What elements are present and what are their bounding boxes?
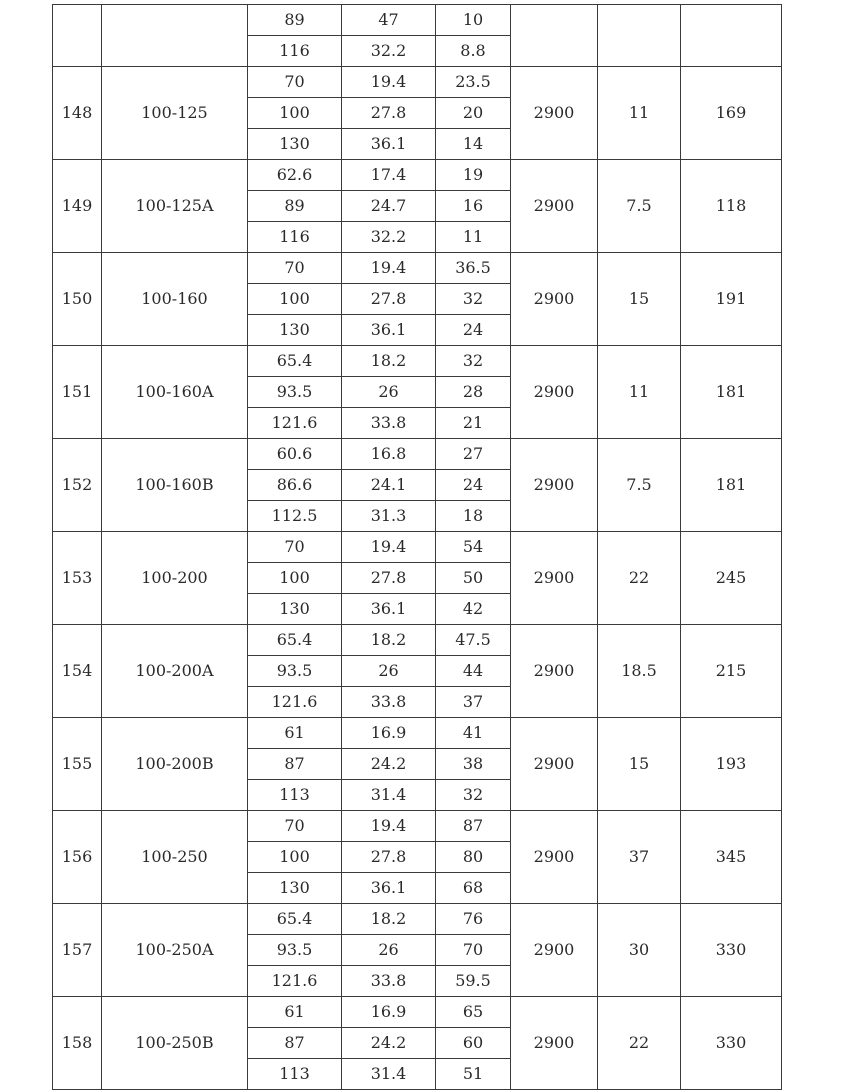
- flow-ls-cell: 31.4: [342, 1059, 436, 1090]
- head-cell: 59.5: [436, 966, 511, 997]
- speed-cell: 2900: [511, 67, 598, 160]
- no-cell: [53, 5, 102, 67]
- no-cell: 158: [53, 997, 102, 1090]
- flow-m3h-cell: 70: [248, 253, 342, 284]
- flow-m3h-cell: 113: [248, 1059, 342, 1090]
- head-cell: 8.8: [436, 36, 511, 67]
- speed-cell: 2900: [511, 346, 598, 439]
- power-cell: 7.5: [598, 160, 681, 253]
- table-row: [53, 346, 782, 377]
- table-row: [53, 718, 782, 749]
- flow-m3h-cell: 61: [248, 718, 342, 749]
- head-cell: 11: [436, 222, 511, 253]
- no-cell: 152: [53, 439, 102, 532]
- weight-cell: 215: [681, 625, 782, 718]
- flow-m3h-cell: 89: [248, 5, 342, 36]
- head-cell: 27: [436, 439, 511, 470]
- flow-ls-cell: 18.2: [342, 346, 436, 377]
- table-row: [53, 997, 782, 1028]
- model-cell: 100-250A: [102, 904, 248, 997]
- flow-m3h-cell: 65.4: [248, 346, 342, 377]
- pump-spec-table: [52, 4, 782, 1090]
- no-cell: 157: [53, 904, 102, 997]
- flow-m3h-cell: 87: [248, 1028, 342, 1059]
- flow-m3h-cell: 87: [248, 749, 342, 780]
- no-cell: 148: [53, 67, 102, 160]
- flow-ls-cell: 33.8: [342, 408, 436, 439]
- flow-ls-cell: 27.8: [342, 98, 436, 129]
- power-cell: 30: [598, 904, 681, 997]
- flow-ls-cell: 47: [342, 5, 436, 36]
- flow-ls-cell: 36.1: [342, 315, 436, 346]
- table-row: [53, 439, 782, 470]
- flow-m3h-cell: 100: [248, 98, 342, 129]
- power-cell: 11: [598, 67, 681, 160]
- head-cell: 65: [436, 997, 511, 1028]
- model-cell: 100-160A: [102, 346, 248, 439]
- speed-cell: [511, 5, 598, 67]
- flow-m3h-cell: 130: [248, 315, 342, 346]
- flow-m3h-cell: 113: [248, 780, 342, 811]
- flow-m3h-cell: 93.5: [248, 656, 342, 687]
- table-row: [53, 253, 782, 284]
- flow-m3h-cell: 121.6: [248, 408, 342, 439]
- no-cell: 155: [53, 718, 102, 811]
- flow-m3h-cell: 70: [248, 67, 342, 98]
- flow-ls-cell: 19.4: [342, 532, 436, 563]
- weight-cell: 245: [681, 532, 782, 625]
- speed-cell: 2900: [511, 904, 598, 997]
- power-cell: 37: [598, 811, 681, 904]
- weight-cell: 193: [681, 718, 782, 811]
- head-cell: 19: [436, 160, 511, 191]
- flow-ls-cell: 36.1: [342, 129, 436, 160]
- flow-ls-cell: 18.2: [342, 625, 436, 656]
- flow-ls-cell: 16.8: [342, 439, 436, 470]
- flow-m3h-cell: 93.5: [248, 377, 342, 408]
- head-cell: 87: [436, 811, 511, 842]
- flow-ls-cell: 31.4: [342, 780, 436, 811]
- speed-cell: 2900: [511, 997, 598, 1090]
- flow-m3h-cell: 100: [248, 842, 342, 873]
- flow-m3h-cell: 121.6: [248, 687, 342, 718]
- speed-cell: 2900: [511, 532, 598, 625]
- speed-cell: 2900: [511, 160, 598, 253]
- speed-cell: 2900: [511, 811, 598, 904]
- flow-ls-cell: 31.3: [342, 501, 436, 532]
- head-cell: 32: [436, 780, 511, 811]
- table-row: [53, 904, 782, 935]
- flow-ls-cell: 27.8: [342, 842, 436, 873]
- speed-cell: 2900: [511, 625, 598, 718]
- speed-cell: 2900: [511, 439, 598, 532]
- flow-ls-cell: 17.4: [342, 160, 436, 191]
- flow-m3h-cell: 70: [248, 532, 342, 563]
- table-row: [53, 811, 782, 842]
- power-cell: 22: [598, 532, 681, 625]
- speed-cell: 2900: [511, 718, 598, 811]
- model-cell: 100-125: [102, 67, 248, 160]
- table-row: [53, 160, 782, 191]
- flow-ls-cell: 19.4: [342, 67, 436, 98]
- flow-m3h-cell: 70: [248, 811, 342, 842]
- model-cell: 100-250B: [102, 997, 248, 1090]
- head-cell: 42: [436, 594, 511, 625]
- model-cell: 100-200: [102, 532, 248, 625]
- weight-cell: 330: [681, 997, 782, 1090]
- power-cell: [598, 5, 681, 67]
- power-cell: 15: [598, 253, 681, 346]
- flow-m3h-cell: 62.6: [248, 160, 342, 191]
- flow-m3h-cell: 100: [248, 284, 342, 315]
- model-cell: 100-250: [102, 811, 248, 904]
- flow-m3h-cell: 65.4: [248, 625, 342, 656]
- head-cell: 44: [436, 656, 511, 687]
- weight-cell: 118: [681, 160, 782, 253]
- table-row: [53, 67, 782, 98]
- head-cell: 68: [436, 873, 511, 904]
- flow-m3h-cell: 130: [248, 873, 342, 904]
- head-cell: 24: [436, 470, 511, 501]
- no-cell: 149: [53, 160, 102, 253]
- model-cell: [102, 5, 248, 67]
- head-cell: 38: [436, 749, 511, 780]
- power-cell: 11: [598, 346, 681, 439]
- head-cell: 70: [436, 935, 511, 966]
- flow-ls-cell: 36.1: [342, 873, 436, 904]
- no-cell: 154: [53, 625, 102, 718]
- table-row: [53, 532, 782, 563]
- flow-m3h-cell: 60.6: [248, 439, 342, 470]
- flow-m3h-cell: 116: [248, 36, 342, 67]
- flow-m3h-cell: 93.5: [248, 935, 342, 966]
- head-cell: 16: [436, 191, 511, 222]
- flow-m3h-cell: 130: [248, 594, 342, 625]
- head-cell: 32: [436, 346, 511, 377]
- flow-m3h-cell: 65.4: [248, 904, 342, 935]
- flow-ls-cell: 24.2: [342, 749, 436, 780]
- flow-m3h-cell: 61: [248, 997, 342, 1028]
- flow-ls-cell: 16.9: [342, 718, 436, 749]
- head-cell: 51: [436, 1059, 511, 1090]
- head-cell: 20: [436, 98, 511, 129]
- flow-m3h-cell: 121.6: [248, 966, 342, 997]
- flow-ls-cell: 19.4: [342, 811, 436, 842]
- table-row: [53, 625, 782, 656]
- head-cell: 28: [436, 377, 511, 408]
- head-cell: 41: [436, 718, 511, 749]
- flow-ls-cell: 27.8: [342, 284, 436, 315]
- power-cell: 22: [598, 997, 681, 1090]
- flow-ls-cell: 24.1: [342, 470, 436, 501]
- head-cell: 24: [436, 315, 511, 346]
- flow-ls-cell: 32.2: [342, 36, 436, 67]
- power-cell: 15: [598, 718, 681, 811]
- flow-m3h-cell: 130: [248, 129, 342, 160]
- flow-ls-cell: 26: [342, 377, 436, 408]
- no-cell: 151: [53, 346, 102, 439]
- weight-cell: 181: [681, 346, 782, 439]
- weight-cell: 181: [681, 439, 782, 532]
- power-cell: 7.5: [598, 439, 681, 532]
- flow-m3h-cell: 116: [248, 222, 342, 253]
- flow-ls-cell: 19.4: [342, 253, 436, 284]
- model-cell: 100-125A: [102, 160, 248, 253]
- flow-m3h-cell: 112.5: [248, 501, 342, 532]
- weight-cell: [681, 5, 782, 67]
- head-cell: 54: [436, 532, 511, 563]
- speed-cell: 2900: [511, 253, 598, 346]
- no-cell: 150: [53, 253, 102, 346]
- model-cell: 100-200A: [102, 625, 248, 718]
- flow-m3h-cell: 100: [248, 563, 342, 594]
- head-cell: 10: [436, 5, 511, 36]
- flow-ls-cell: 24.2: [342, 1028, 436, 1059]
- flow-ls-cell: 16.9: [342, 997, 436, 1028]
- model-cell: 100-160B: [102, 439, 248, 532]
- flow-ls-cell: 26: [342, 656, 436, 687]
- flow-ls-cell: 33.8: [342, 687, 436, 718]
- head-cell: 47.5: [436, 625, 511, 656]
- flow-ls-cell: 26: [342, 935, 436, 966]
- flow-ls-cell: 32.2: [342, 222, 436, 253]
- flow-ls-cell: 33.8: [342, 966, 436, 997]
- weight-cell: 191: [681, 253, 782, 346]
- weight-cell: 330: [681, 904, 782, 997]
- head-cell: 21: [436, 408, 511, 439]
- head-cell: 14: [436, 129, 511, 160]
- head-cell: 76: [436, 904, 511, 935]
- table-row: [53, 5, 782, 36]
- model-cell: 100-200B: [102, 718, 248, 811]
- head-cell: 23.5: [436, 67, 511, 98]
- flow-m3h-cell: 89: [248, 191, 342, 222]
- pump-table-body: [53, 5, 782, 1090]
- no-cell: 156: [53, 811, 102, 904]
- head-cell: 37: [436, 687, 511, 718]
- weight-cell: 169: [681, 67, 782, 160]
- head-cell: 32: [436, 284, 511, 315]
- flow-ls-cell: 18.2: [342, 904, 436, 935]
- flow-ls-cell: 27.8: [342, 563, 436, 594]
- flow-ls-cell: 36.1: [342, 594, 436, 625]
- flow-ls-cell: 24.7: [342, 191, 436, 222]
- head-cell: 60: [436, 1028, 511, 1059]
- flow-m3h-cell: 86.6: [248, 470, 342, 501]
- head-cell: 50: [436, 563, 511, 594]
- no-cell: 153: [53, 532, 102, 625]
- head-cell: 36.5: [436, 253, 511, 284]
- head-cell: 18: [436, 501, 511, 532]
- head-cell: 80: [436, 842, 511, 873]
- model-cell: 100-160: [102, 253, 248, 346]
- power-cell: 18.5: [598, 625, 681, 718]
- weight-cell: 345: [681, 811, 782, 904]
